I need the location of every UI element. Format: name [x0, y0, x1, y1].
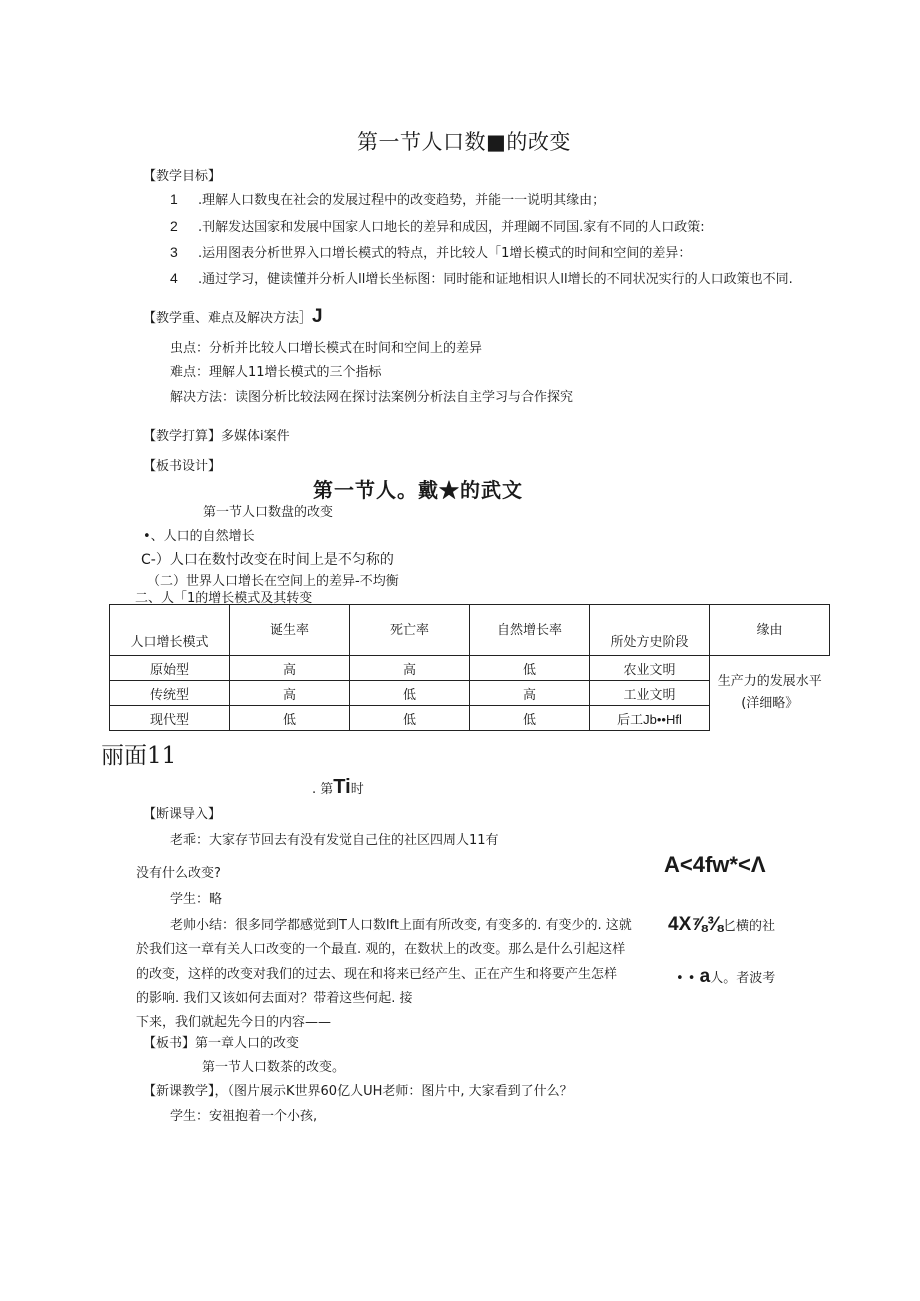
- closing-student: 学生：安祖抱着一个小孩,: [170, 1109, 318, 1124]
- objective-number: 1: [170, 191, 178, 207]
- table-row: [110, 656, 830, 681]
- intro-student: 学生：略: [170, 892, 223, 907]
- objectives-heading: 【教学目标】: [143, 169, 222, 184]
- growth-model-table: [109, 604, 830, 731]
- table-header-row: [110, 605, 830, 656]
- table-cell: 高: [350, 656, 470, 681]
- table-cell: 现代型: [110, 706, 230, 731]
- table-cell: 低: [350, 706, 470, 731]
- lesson-marker-big: Ti: [333, 776, 351, 798]
- table-cell: 低: [470, 656, 590, 681]
- keypoints-heading: [143, 306, 323, 328]
- lesson-marker: [312, 776, 364, 799]
- noise-heading: 丽面11: [101, 743, 177, 769]
- objective-text: .运用图表分析世界入口增长模式的特点，并比较人「1增长模式的时间和空间的差异：: [198, 246, 692, 261]
- objective-text: .理解人口数曳在社会的发展过程中的改变趋势，并能一一说明其缘由；: [198, 193, 606, 208]
- objective-text: .刊解发达国家和发展中国家人口地长的差异和成因，并理阚不同国.家有不同的人口政策:: [198, 220, 705, 235]
- table-cell: 低: [470, 706, 590, 731]
- lesson-marker-suffix: 时: [350, 782, 364, 797]
- table-cell: 高: [230, 681, 350, 706]
- board-subtitle: 第一节人。戴★的武文: [313, 478, 523, 502]
- table-header-cell: 死亡率: [350, 605, 470, 656]
- intro-teacher-question: 老乖：大家存节回去有没有发觉自己住的社区四周人11有: [170, 833, 499, 848]
- table-cell: 传统型: [110, 681, 230, 706]
- table-header-cell: 缘由: [710, 605, 830, 656]
- objective-item-4: [170, 268, 793, 287]
- intro-heading: 【断课导入】: [143, 807, 222, 822]
- keypoint-method: 解决方法：读图分析比较法网在探讨法案例分析法自主学习与合作探究: [170, 390, 574, 405]
- objective-number: 3: [170, 244, 178, 260]
- board-line-1: 第一节人口数盘的改变: [203, 505, 334, 520]
- reason-line-1: 生产力的发展水平: [717, 674, 822, 690]
- objective-number: 2: [170, 218, 178, 234]
- lesson-marker-prefix: . 第: [312, 782, 334, 797]
- keypoint-difficulty: 难点：理解人11增长模式的三个指标: [170, 365, 382, 380]
- intro-summary-3: 的改变，这样的改变对我们的过去、现在和将来已经产生、正在产生和将要产生怎样: [136, 967, 618, 982]
- intro-summary-1: 老帅小结：很多同学都感觉到T人口数lft上面有所改变, 有变多的. 有变少的. 这就: [170, 918, 632, 933]
- table-header-cell: 诞生率: [230, 605, 350, 656]
- closing-board-sub: 第一节人口数茶的改变。: [202, 1060, 346, 1075]
- intro-summary-4: 的影响. 我们又该如何去面对？带着这些何起. 接: [136, 991, 413, 1006]
- table-cell: 原始型: [110, 656, 230, 681]
- table-cell: 农业文明: [590, 656, 710, 681]
- side-note-big: 4X⅞⅜: [668, 914, 723, 935]
- table-reason-cell: [710, 656, 830, 731]
- board-line-2: •、人口的自然增长: [143, 529, 255, 544]
- side-note-big: a: [699, 966, 711, 987]
- page-title: 第一节人口数■的改变: [357, 130, 571, 154]
- intro-teacher-question-2: 没有什么改变?: [136, 866, 221, 881]
- side-note-line-2: [668, 914, 775, 936]
- table-cell: 高: [470, 681, 590, 706]
- teaching-prep: 【教学打算】多媒体i案件: [143, 429, 290, 444]
- table-cell: 低: [350, 681, 470, 706]
- closing-board-label: 【板书】第一章人口的改变: [143, 1036, 300, 1051]
- board-line-5: 二、人「1的增长模式及其转变: [135, 591, 313, 606]
- objective-item-2: [170, 216, 705, 235]
- table-header-cell: 所处方史阶段: [590, 605, 710, 656]
- keypoints-heading-text: 【教学重、难点及解决方法］: [143, 311, 313, 326]
- closing-new-lesson: 【新课教学】，（图片展示K世界60亿人UH老师：图片中, 大家看到了什么？: [143, 1084, 573, 1099]
- board-line-4: （二）世界人口增长在空间上的差异-不均衡: [147, 574, 399, 589]
- objective-item-1: [170, 189, 605, 208]
- board-line-3: C-）人口在数忖改变在时间上是不匀称的: [141, 552, 394, 568]
- side-note-small: 匕横的社: [722, 919, 775, 934]
- table-cell: 低: [230, 706, 350, 731]
- table-cell: 高: [230, 656, 350, 681]
- objective-text: .通过学习，健读懂并分析人ll增长坐标图：同时能和证地相识人ll增长的不同状况实行的人口政策也不同.: [198, 272, 793, 287]
- side-note-small: 人。者波考: [710, 971, 776, 986]
- side-note-dots: • •: [676, 971, 700, 986]
- reason-line-2: (洋细略》: [741, 696, 799, 712]
- side-note-line-3: [676, 966, 775, 988]
- table-header-cell: 人口增长模式: [110, 605, 230, 656]
- intro-summary-5: 下来，我们就起先今日的内容——: [136, 1015, 332, 1030]
- objective-item-3: [170, 242, 691, 261]
- side-note-line-1: A<4fw*<Λ: [664, 852, 766, 877]
- objective-number: 4: [170, 270, 178, 286]
- keypoints-heading-mark: J: [312, 306, 323, 327]
- intro-summary-2: 於我们这一章有关人口改变的一个最直. 观的，在数状上的改变。那么是什么引起这样: [136, 942, 626, 957]
- table-header-cell: 自然增长率: [470, 605, 590, 656]
- table-cell: 后工Jb••Hfl: [590, 706, 710, 731]
- table-cell: 工业文明: [590, 681, 710, 706]
- board-heading: 【板书设计】: [143, 459, 222, 474]
- keypoint-focus: 虫点：分析并比较人口增长模式在时间和空间上的差异: [170, 341, 483, 356]
